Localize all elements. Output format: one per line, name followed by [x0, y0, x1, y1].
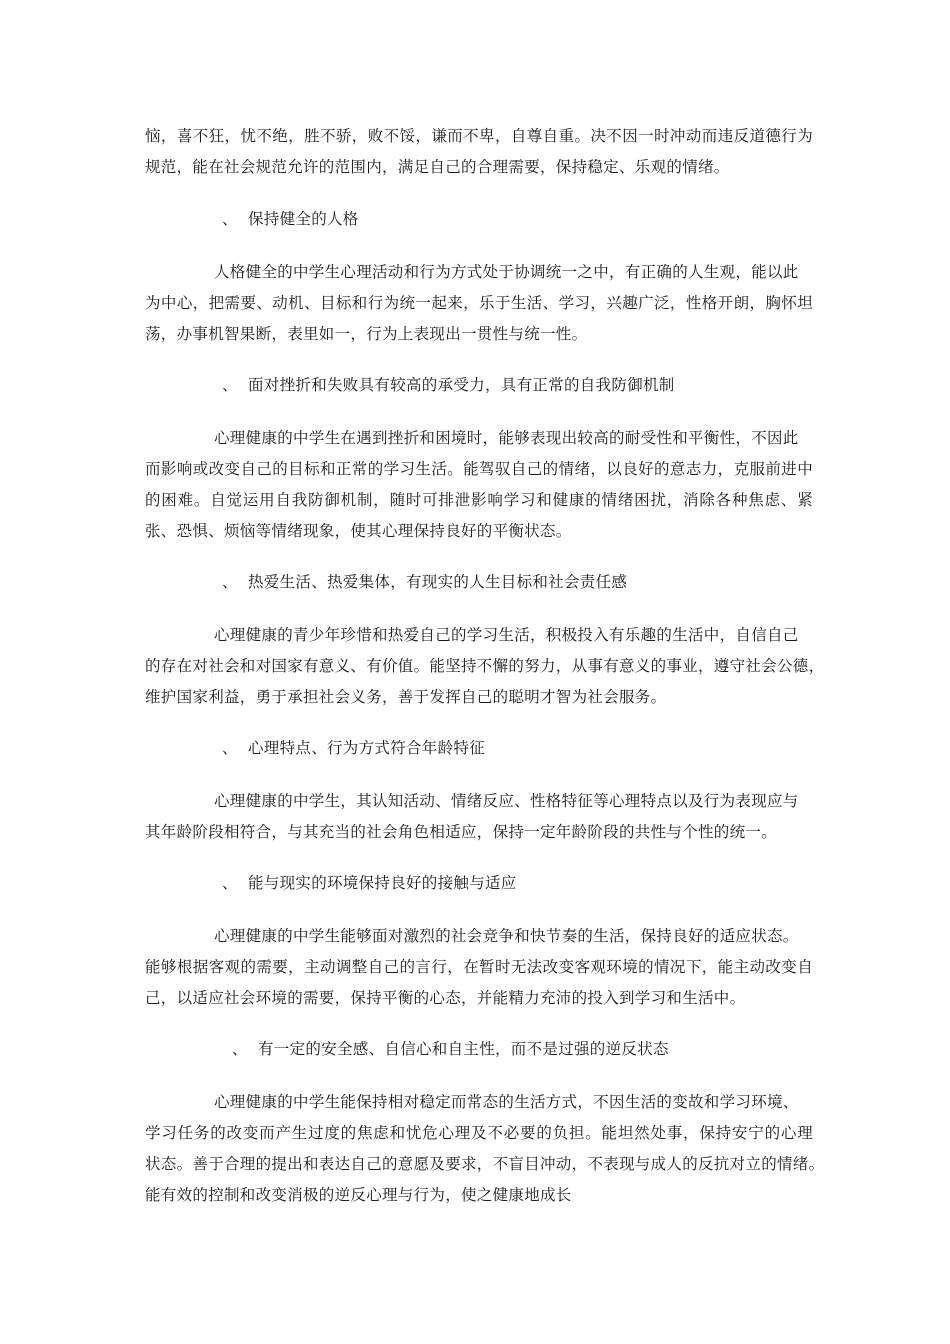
paragraph-line: 的存在对社会和对国家有意义、有价值。能坚持不懈的努力，从事有意义的事业，遵守社会公德，: [145, 657, 825, 675]
paragraph-line: 心理健康的中学生能保持相对稳定而常态的生活方式，不因生活的变故和学习环境、: [214, 1093, 799, 1111]
heading-mark: 、: [232, 1040, 248, 1058]
paragraph-line: 恼，喜不狂，忧不绝，胜不骄，败不馁，谦而不卑，自尊自重。决不因一时冲动而违反道德行为: [145, 127, 813, 145]
paragraph-line: 心理健康的青少年珍惜和热爱自己的学习生活，积极投入有乐趣的生活中，自信自己: [214, 626, 799, 644]
paragraph-line: 心理健康的中学生，其认知活动、情绪反应、性格特征等心理特点以及行为表现应与: [214, 792, 799, 810]
paragraph-line: 的困难。自觉运用自我防御机制，随时可排泄影响学习和健康的情绪困扰，消除各种焦虑、紧: [145, 491, 813, 509]
section-heading: [222, 873, 517, 893]
section-heading: [232, 1039, 669, 1059]
heading-mark: 、: [222, 210, 238, 228]
heading-text: 有一定的安全感、自信心和自主性，而不是过强的逆反状态: [258, 1040, 669, 1058]
heading-text: 保持健全的人格: [248, 210, 359, 228]
section-heading: [222, 375, 675, 395]
paragraph-line: 己，以适应社会环境的需要，保持平衡的心态，并能精力充沛的投入到学习和生活中。: [145, 989, 746, 1007]
paragraph-line: 规范，能在社会规范允许的范围内，满足自己的合理需要，保持稳定、乐观的情绪。: [145, 158, 730, 176]
heading-text: 能与现实的环境保持良好的接触与适应: [248, 874, 517, 892]
paragraph-line: 其年龄阶段相符合，与其充当的社会角色相适应，保持一定年龄阶段的共性与个性的统一。: [145, 823, 778, 841]
heading-mark: 、: [222, 874, 238, 892]
heading-mark: 、: [222, 739, 238, 757]
paragraph-line: 能够根据客观的需要，主动调整自己的言行，在暂时无法改变客观环境的情况下，能主动改变自: [145, 958, 813, 976]
paragraph-line: 荡，办事机智果断，表里如一，行为上表现出一贯性与统一性。: [145, 325, 588, 343]
paragraph-line: 状态。善于合理的提出和表达自己的意愿及要求，不盲目冲动，不表现与成人的反抗对立的情绪。: [145, 1155, 825, 1173]
heading-text: 热爱生活、热爱集体，有现实的人生目标和社会责任感: [248, 573, 628, 591]
section-heading: [222, 209, 359, 229]
section-heading: [222, 572, 627, 592]
heading-text: 心理特点、行为方式符合年龄特征: [248, 739, 486, 757]
section-heading: [222, 738, 485, 758]
paragraph-line: 能有效的控制和改变消极的逆反心理与行为，使之健康地成长: [145, 1186, 572, 1204]
paragraph-line: 张、恐惧、烦恼等情绪现象，使其心理保持良好的平衡状态。: [145, 522, 572, 540]
paragraph-line: 为中心，把需要、动机、目标和行为统一起来，乐于生活、学习，兴趣广泛，性格开朗，胸怀坦: [145, 294, 813, 312]
heading-text: 面对挫折和失败具有较高的承受力，具有正常的自我防御机制: [248, 376, 675, 394]
paragraph-line: 人格健全的中学生心理活动和行为方式处于协调统一之中，有正确的人生观，能以此: [214, 263, 799, 281]
paragraph-line: 心理健康的中学生在遇到挫折和困境时，能够表现出较高的耐受性和平衡性，不因此: [214, 429, 799, 447]
paragraph-line: 学习任务的改变而产生过度的焦虑和忧危心理及不必要的负担。能坦然处事，保持安宁的心理: [145, 1124, 813, 1142]
paragraph-line: 心理健康的中学生能够面对激烈的社会竞争和快节奏的生活，保持良好的适应状态。: [214, 927, 799, 945]
paragraph-line: 维护国家利益，勇于承担社会义务，善于发挥自己的聪明才智为社会服务。: [145, 688, 667, 706]
heading-mark: 、: [222, 573, 238, 591]
paragraph-line: 而影响或改变自己的目标和正常的学习生活。能驾驭自己的情绪，以良好的意志力，克服前进中: [145, 460, 813, 478]
heading-mark: 、: [222, 376, 238, 394]
